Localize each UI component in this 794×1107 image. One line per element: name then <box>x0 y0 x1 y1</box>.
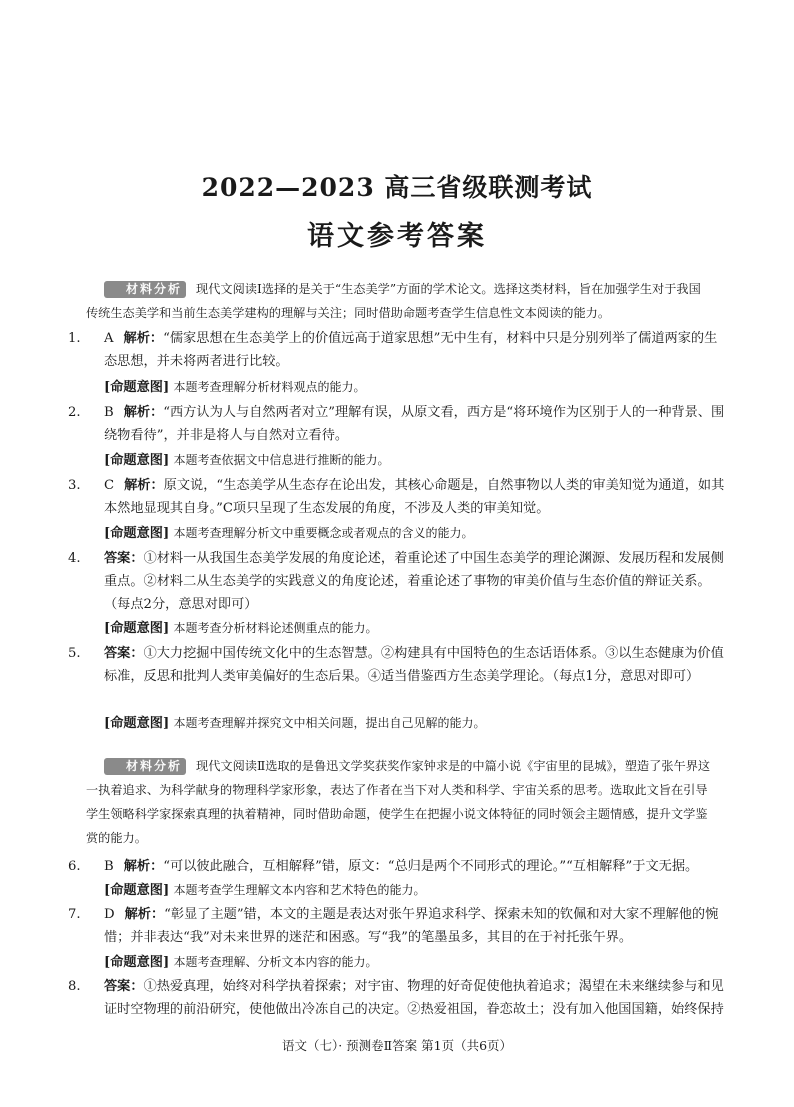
intent-3: [命题意图] 本题考查理解分析文中重要概念或者观点的含义的能力。 <box>104 526 474 541</box>
intent-5: [命题意图] 本题考查理解并探究文中相关问题，提出自己见解的能力。 <box>104 716 486 731</box>
answer-item-6: 6. B 解析：“可以彼此融合，互相解释”错，原文：“总归是两个不同形式的理论。”“互相解释”于文无据。 <box>68 859 699 874</box>
answer-item-2: 2. B 解析：“西方认为人与自然两者对立”理解有误，从原文看，西方是“将环境作为区别于人的一种背景、围绕物看待”，并非是将人与自然对立看待。 <box>68 405 725 443</box>
material-analysis-text: 现代文阅读Ⅱ选取的是鲁迅文学奖获奖作家钟求是的中篇小说《宇宙里的昆城》，塑造了张午界这一执着追求、为科学献身的物理科学家形象，表达了作者在当下对人类和科学、宇宙关系的思考。选取此文旨在引导学生领略科学家探索真理的执着精神，同时借助命题，使学生在把握小说文体特征的同时领会主题情感，提升文学鉴赏的能力。 <box>86 759 711 845</box>
answer-item-7: 7. D 解析：“彰显了主题”错，本文的主题是表达对张午界追求科学、探索未知的钦佩和对大家不理解他的惋惜；并非表达“我”对未来世界的迷茫和困惑。写“我”的笔墨虽多，其目的在于衬托张午界。 <box>68 907 719 945</box>
answer-item-3: 3. C 解析：原文说，“生态美学从生态存在论出发，其核心命题是，自然事物以人类的审美知觉为通道，如其本然地显现其自身。”C项只呈现了生态发展的角度，不涉及人类的审美知觉。 <box>68 478 725 516</box>
answer-subtitle: 语文参考答案 <box>307 221 487 252</box>
exam-title: 2022—2023 高三省级联测考试 <box>201 173 593 202</box>
material-analysis-text: 现代文阅读Ⅰ选择的是关于“生态美学”方面的学术论文。选择这类材料，旨在加强学生对于我国传统生态美学和当前生态美学建构的理解与关注；同时借助命题考查学生信息性文本阅读的能力。 <box>86 282 701 320</box>
material-analysis-1 <box>86 277 712 325</box>
material-analysis-2 <box>86 754 712 850</box>
intent-2: [命题意图] 本题考查依据文中信息进行推断的能力。 <box>104 453 390 468</box>
material-analysis-tag: 材料分析 <box>104 281 186 298</box>
intent-7: [命题意图] 本题考查理解、分析文本内容的能力。 <box>104 955 378 970</box>
answer-item-8: 8. 答案：①热爱真理，始终对科学执着探索；对宇宙、物理的好奇促使他执着追求；渴望在未来继续参与和见证时空物理的前沿研究，使他做出冷冻自己的决定。②热爱祖国，眷恋故土；没有加入他国国籍，始终保持 <box>68 979 724 1017</box>
intent-6: [命题意图] 本题考查学生理解文本内容和艺术特色的能力。 <box>104 883 426 898</box>
answer-item-4: 4. 答案：①材料一从我国生态美学发展的角度论述，着重论述了中国生态美学的理论渊源、发展历程和发展侧重点。②材料二从生态美学的实践意义的角度论述，着重论述了事物的审美价值与生态价值的辩证关系。（每点2分，意思对即可） <box>68 551 724 612</box>
material-analysis-tag: 材料分析 <box>104 758 186 775</box>
answer-item-5: 5. 答案：①大力挖掘中国传统文化中的生态智慧。②构建具有中国特色的生态话语体系。③以生态健康为价值标准，反思和批判人类审美偏好的生态后果。④适当借鉴西方生态美学理论。（每点1分，意思对即可） <box>68 646 724 684</box>
intent-1: [命题意图] 本题考查理解分析材料观点的能力。 <box>104 380 366 395</box>
answer-item-1: 1. A 解析：“儒家思想在生态美学上的价值远高于道家思想”无中生有，材料中只是分别列举了儒道两家的生态思想，并未将两者进行比较。 <box>68 331 718 369</box>
page-footer: 语文（七）· 预测卷Ⅱ答案 第1页（共6页） <box>281 1038 513 1053</box>
intent-4: [命题意图] 本题考查分析材料论述侧重点的能力。 <box>104 621 378 636</box>
